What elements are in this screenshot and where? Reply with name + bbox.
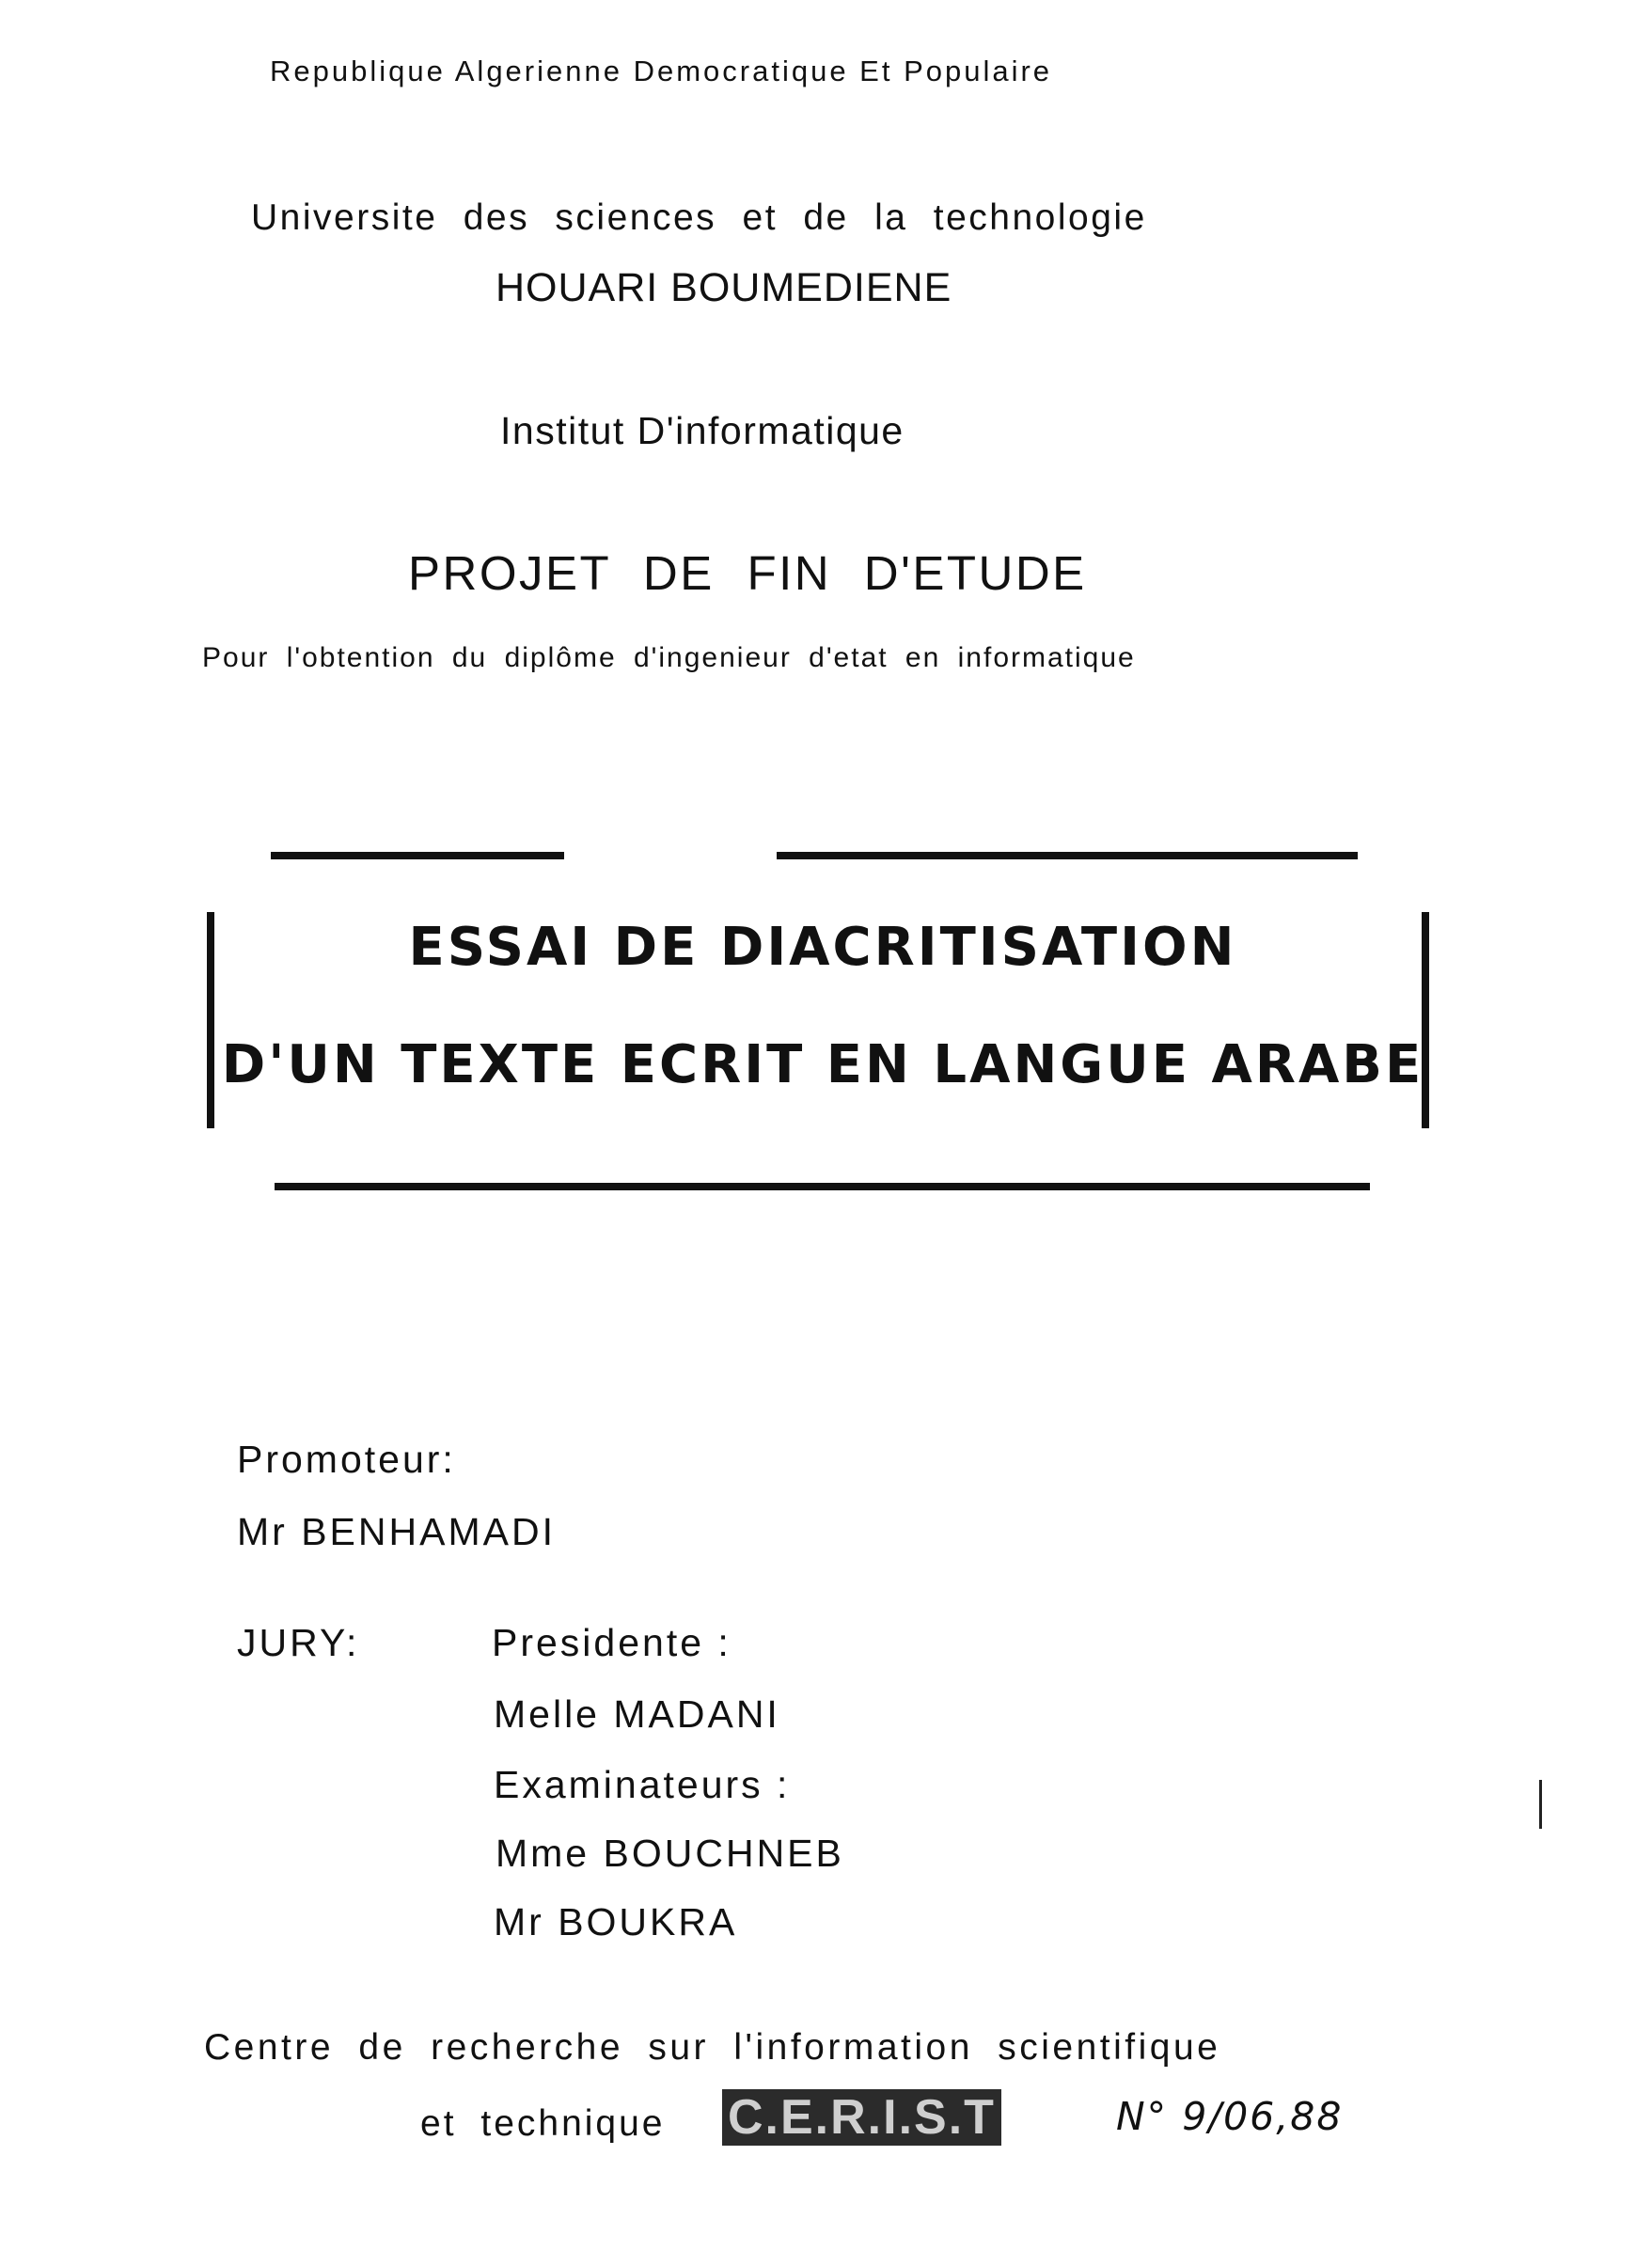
cerist-stamp: C.E.R.I.S.T — [722, 2089, 1001, 2146]
title-rule-bottom — [275, 1183, 1370, 1190]
promoteur-name: Mr BENHAMADI — [237, 1510, 556, 1553]
university-subname: HOUARI BOUMEDIENE — [496, 265, 952, 310]
jury-label: JURY: — [237, 1621, 360, 1664]
examinateur-name: Mr BOUKRA — [494, 1900, 738, 1943]
thesis-title-line2: D'UN TEXTE ECRIT EN LANGUE ARABE — [221, 1034, 1424, 1095]
degree-purpose: Pour l'obtention du diplôme d'ingenieur d'etat en informatique — [202, 642, 1136, 673]
document-number: N° 9/06,88 — [1116, 2094, 1344, 2139]
margin-mark — [1539, 1780, 1542, 1829]
centre-name-continued: et technique — [420, 2103, 666, 2144]
examinateurs-label: Examinateurs : — [494, 1763, 791, 1806]
promoteur-label: Promoteur: — [237, 1438, 456, 1481]
project-heading: PROJET DE FIN D'ETUDE — [408, 546, 1087, 600]
examinateur-name: Mme BOUCHNEB — [496, 1832, 844, 1875]
institute-name: Institut D'informatique — [500, 409, 905, 452]
president-label: Presidente : — [492, 1621, 732, 1664]
thesis-title-line1: ESSAI DE DIACRITISATION — [408, 917, 1237, 978]
republic-name: Republique Algerienne Democratique Et Populaire — [270, 55, 1053, 87]
president-name: Melle MADANI — [494, 1692, 780, 1736]
university-name: Universite des sciences et de la technologie — [251, 197, 1147, 238]
title-rule-left — [207, 912, 214, 1128]
title-rule-top-left — [271, 852, 564, 859]
centre-name: Centre de recherche sur l'information scientifique — [204, 2027, 1221, 2068]
title-rule-top-right — [777, 852, 1358, 859]
